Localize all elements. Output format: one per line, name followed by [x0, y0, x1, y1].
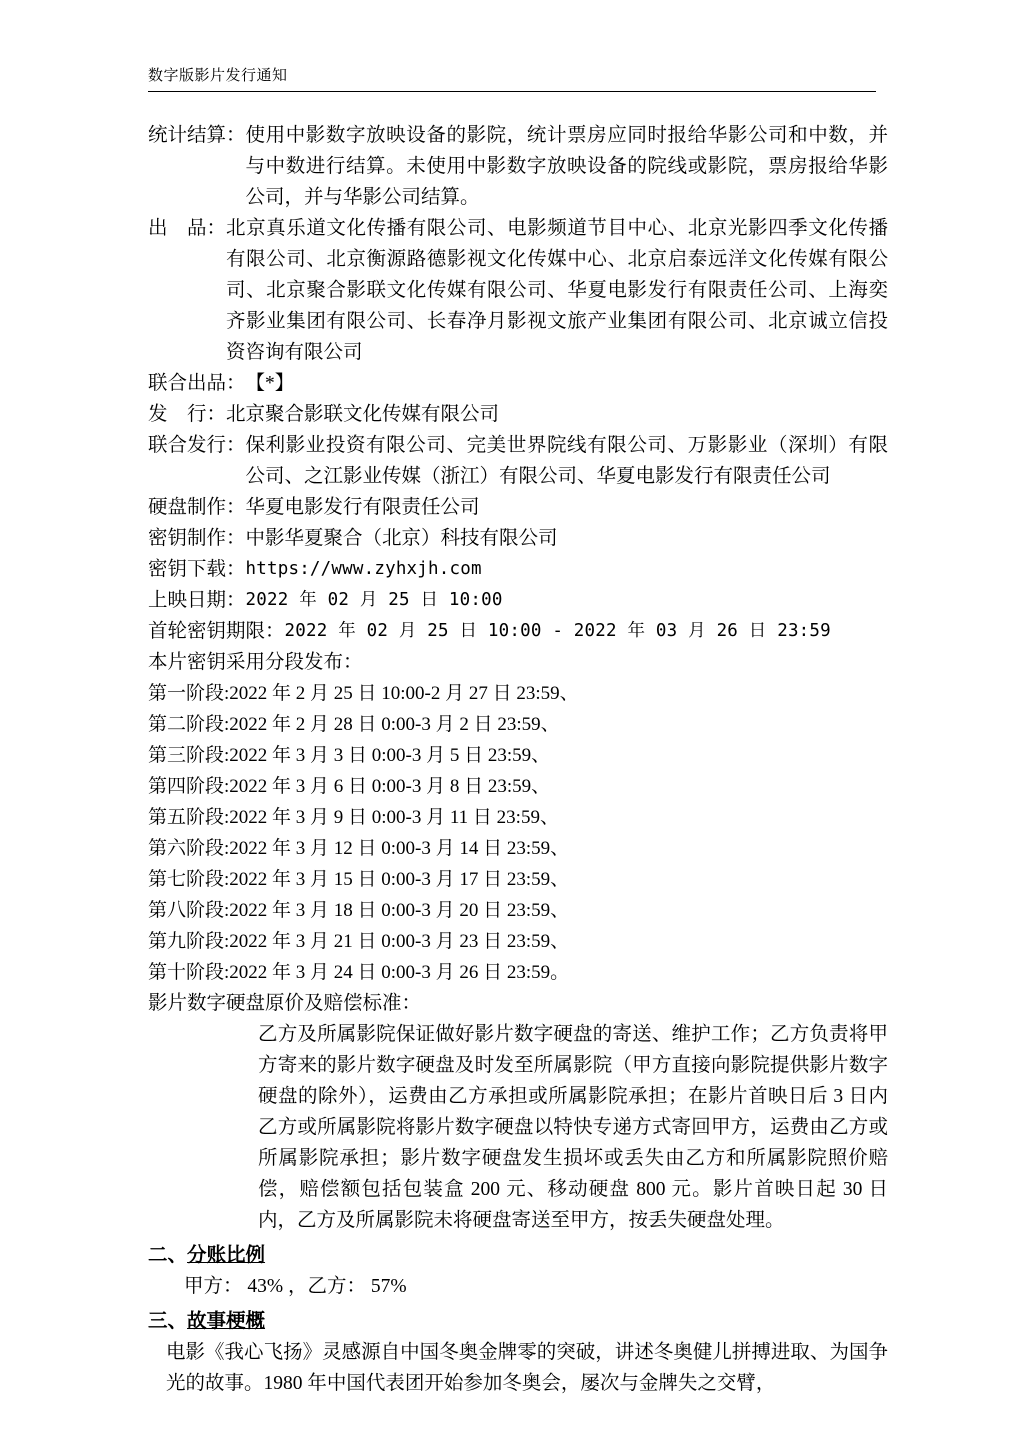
- section-two-title: 分账比例: [187, 1245, 266, 1266]
- field-distributor-value: 北京聚合影联文化传媒有限公司: [226, 404, 500, 425]
- stage-item: 第十阶段:2022 年 3 月 24 日 0:00-3 月 26 日 23:59。: [148, 962, 570, 983]
- field-key-production: [148, 523, 888, 554]
- document-body: [148, 120, 888, 1399]
- stage-item: 第三阶段:2022 年 3 月 3 日 0:00-3 月 5 日 23:59、: [148, 745, 551, 766]
- field-key-download-label: 密钥下载：: [148, 559, 246, 580]
- deposit-title: 影片数字硬盘原价及赔偿标准：: [148, 993, 422, 1014]
- field-coproducer: [148, 368, 888, 399]
- deposit-text: 乙方及所属影院保证做好影片数字硬盘的寄送、维护工作；乙方负责将甲方寄来的影片数字硬盘及时发至所属影院（甲方直接向影院提供影片数字硬盘的除外），运费由乙方承担或所属影院承担；在影片首映日后 3 日内乙方或所属影院将影片数字硬盘以特快专递方式寄回甲方，运费由乙方或所属影院承担；影片数字硬盘发生损坏或丢失由乙方和所属影院照价赔偿，赔偿额包括包装盒 200 元、移动硬盘 800 元。影片首映日起 30 日内，乙方及所属影院未将硬盘寄送至甲方，按丢失硬盘处理。: [258, 1024, 888, 1231]
- field-disk-production-value: 华夏电影发行有限责任公司: [245, 497, 480, 518]
- stage-item: 第六阶段:2022 年 3 月 12 日 0:00-3 月 14 日 23:59、: [148, 838, 570, 859]
- field-statistics: [148, 120, 888, 213]
- section-three-text: 电影《我心飞扬》灵感源自中国冬奥金牌零的突破，讲述冬奥健儿拼搏进取、为国争光的故事。1980 年中国代表团开始参加冬奥会，屡次与金牌失之交臂，: [166, 1342, 888, 1394]
- stage-item: 第七阶段:2022 年 3 月 15 日 0:00-3 月 17 日 23:59、: [148, 869, 570, 890]
- stage-item: 第一阶段:2022 年 2 月 25 日 10:00-2 月 27 日 23:59、: [148, 683, 579, 704]
- field-release-date-label: 上映日期：: [148, 590, 246, 611]
- field-disk-production-label: 硬盘制作：: [148, 497, 246, 518]
- document-header: 数字版影片发行通知: [148, 64, 876, 92]
- field-coproducer-label: 联合出品：: [148, 373, 246, 394]
- field-producer-value: 北京真乐道文化传播有限公司、电影频道节目中心、北京光影四季文化传播有限公司、北京衡源路德影视文化传媒中心、北京启泰远洋文化传媒有限公司、北京聚合影联文化传媒有限公司、华夏电影发行有限责任公司、上海奕齐影业集团有限公司、长春净月影视文旅产业集团有限公司、北京诚立信投资咨询有限公司: [226, 218, 888, 363]
- field-key-download: [148, 554, 888, 585]
- field-distributor-label: 发 行：: [148, 404, 227, 425]
- field-codistributor: [148, 430, 888, 492]
- field-key-download-url[interactable]: https://www.zyhxjh.com: [245, 559, 482, 579]
- section-two-heading: [148, 1240, 888, 1271]
- field-key-production-value: 中影华夏聚合（北京）科技有限公司: [245, 528, 558, 549]
- section-three-title: 故事梗概: [187, 1311, 266, 1332]
- field-key-production-label: 密钥制作：: [148, 528, 246, 549]
- section-three-number: 三、: [148, 1311, 188, 1332]
- field-statistics-label: 统计结算：: [148, 125, 246, 146]
- stage-item: 第五阶段:2022 年 3 月 9 日 0:00-3 月 11 日 23:59、: [148, 807, 559, 828]
- field-release-date: [148, 585, 888, 616]
- stage-item: 第二阶段:2022 年 2 月 28 日 0:00-3 月 2 日 23:59、: [148, 714, 560, 735]
- field-producer-label: 出 品：: [148, 218, 227, 239]
- field-codistributor-label: 联合发行：: [148, 435, 246, 456]
- field-first-key-period-value: 2022 年 02 月 25 日 10:00 - 2022 年 03 月 26 日 23:59: [284, 621, 831, 641]
- field-distributor: [148, 399, 888, 430]
- field-first-key-period: [148, 616, 888, 647]
- field-producer: [148, 213, 888, 368]
- stages-intro: 本片密钥采用分段发布：: [148, 652, 363, 673]
- section-three-heading: [148, 1306, 888, 1337]
- stage-item: 第四阶段:2022 年 3 月 6 日 0:00-3 月 8 日 23:59、: [148, 776, 551, 797]
- stage-item: 第八阶段:2022 年 3 月 18 日 0:00-3 月 20 日 23:59、: [148, 900, 570, 921]
- stage-item: 第九阶段:2022 年 3 月 21 日 0:00-3 月 23 日 23:59、: [148, 931, 570, 952]
- field-codistributor-value: 保利影业投资有限公司、完美世界院线有限公司、万影影业（深圳）有限公司、之江影业传媒（浙江）有限公司、华夏电影发行有限责任公司: [245, 435, 888, 487]
- field-statistics-value: 使用中影数字放映设备的影院，统计票房应同时报给华影公司和中数，并与中数进行结算。未使用中影数字放映设备的院线或影院，票房报给华影公司，并与华影公司结算。: [245, 125, 888, 208]
- section-two-ratio: 甲方： 43% ，乙方： 57%: [184, 1276, 407, 1297]
- field-first-key-period-label: 首轮密钥期限：: [148, 621, 285, 642]
- field-disk-production: [148, 492, 888, 523]
- field-release-date-value: 2022 年 02 月 25 日 10:00: [245, 590, 503, 610]
- section-two-number: 二、: [148, 1245, 188, 1266]
- field-coproducer-value: 【*】: [245, 373, 295, 394]
